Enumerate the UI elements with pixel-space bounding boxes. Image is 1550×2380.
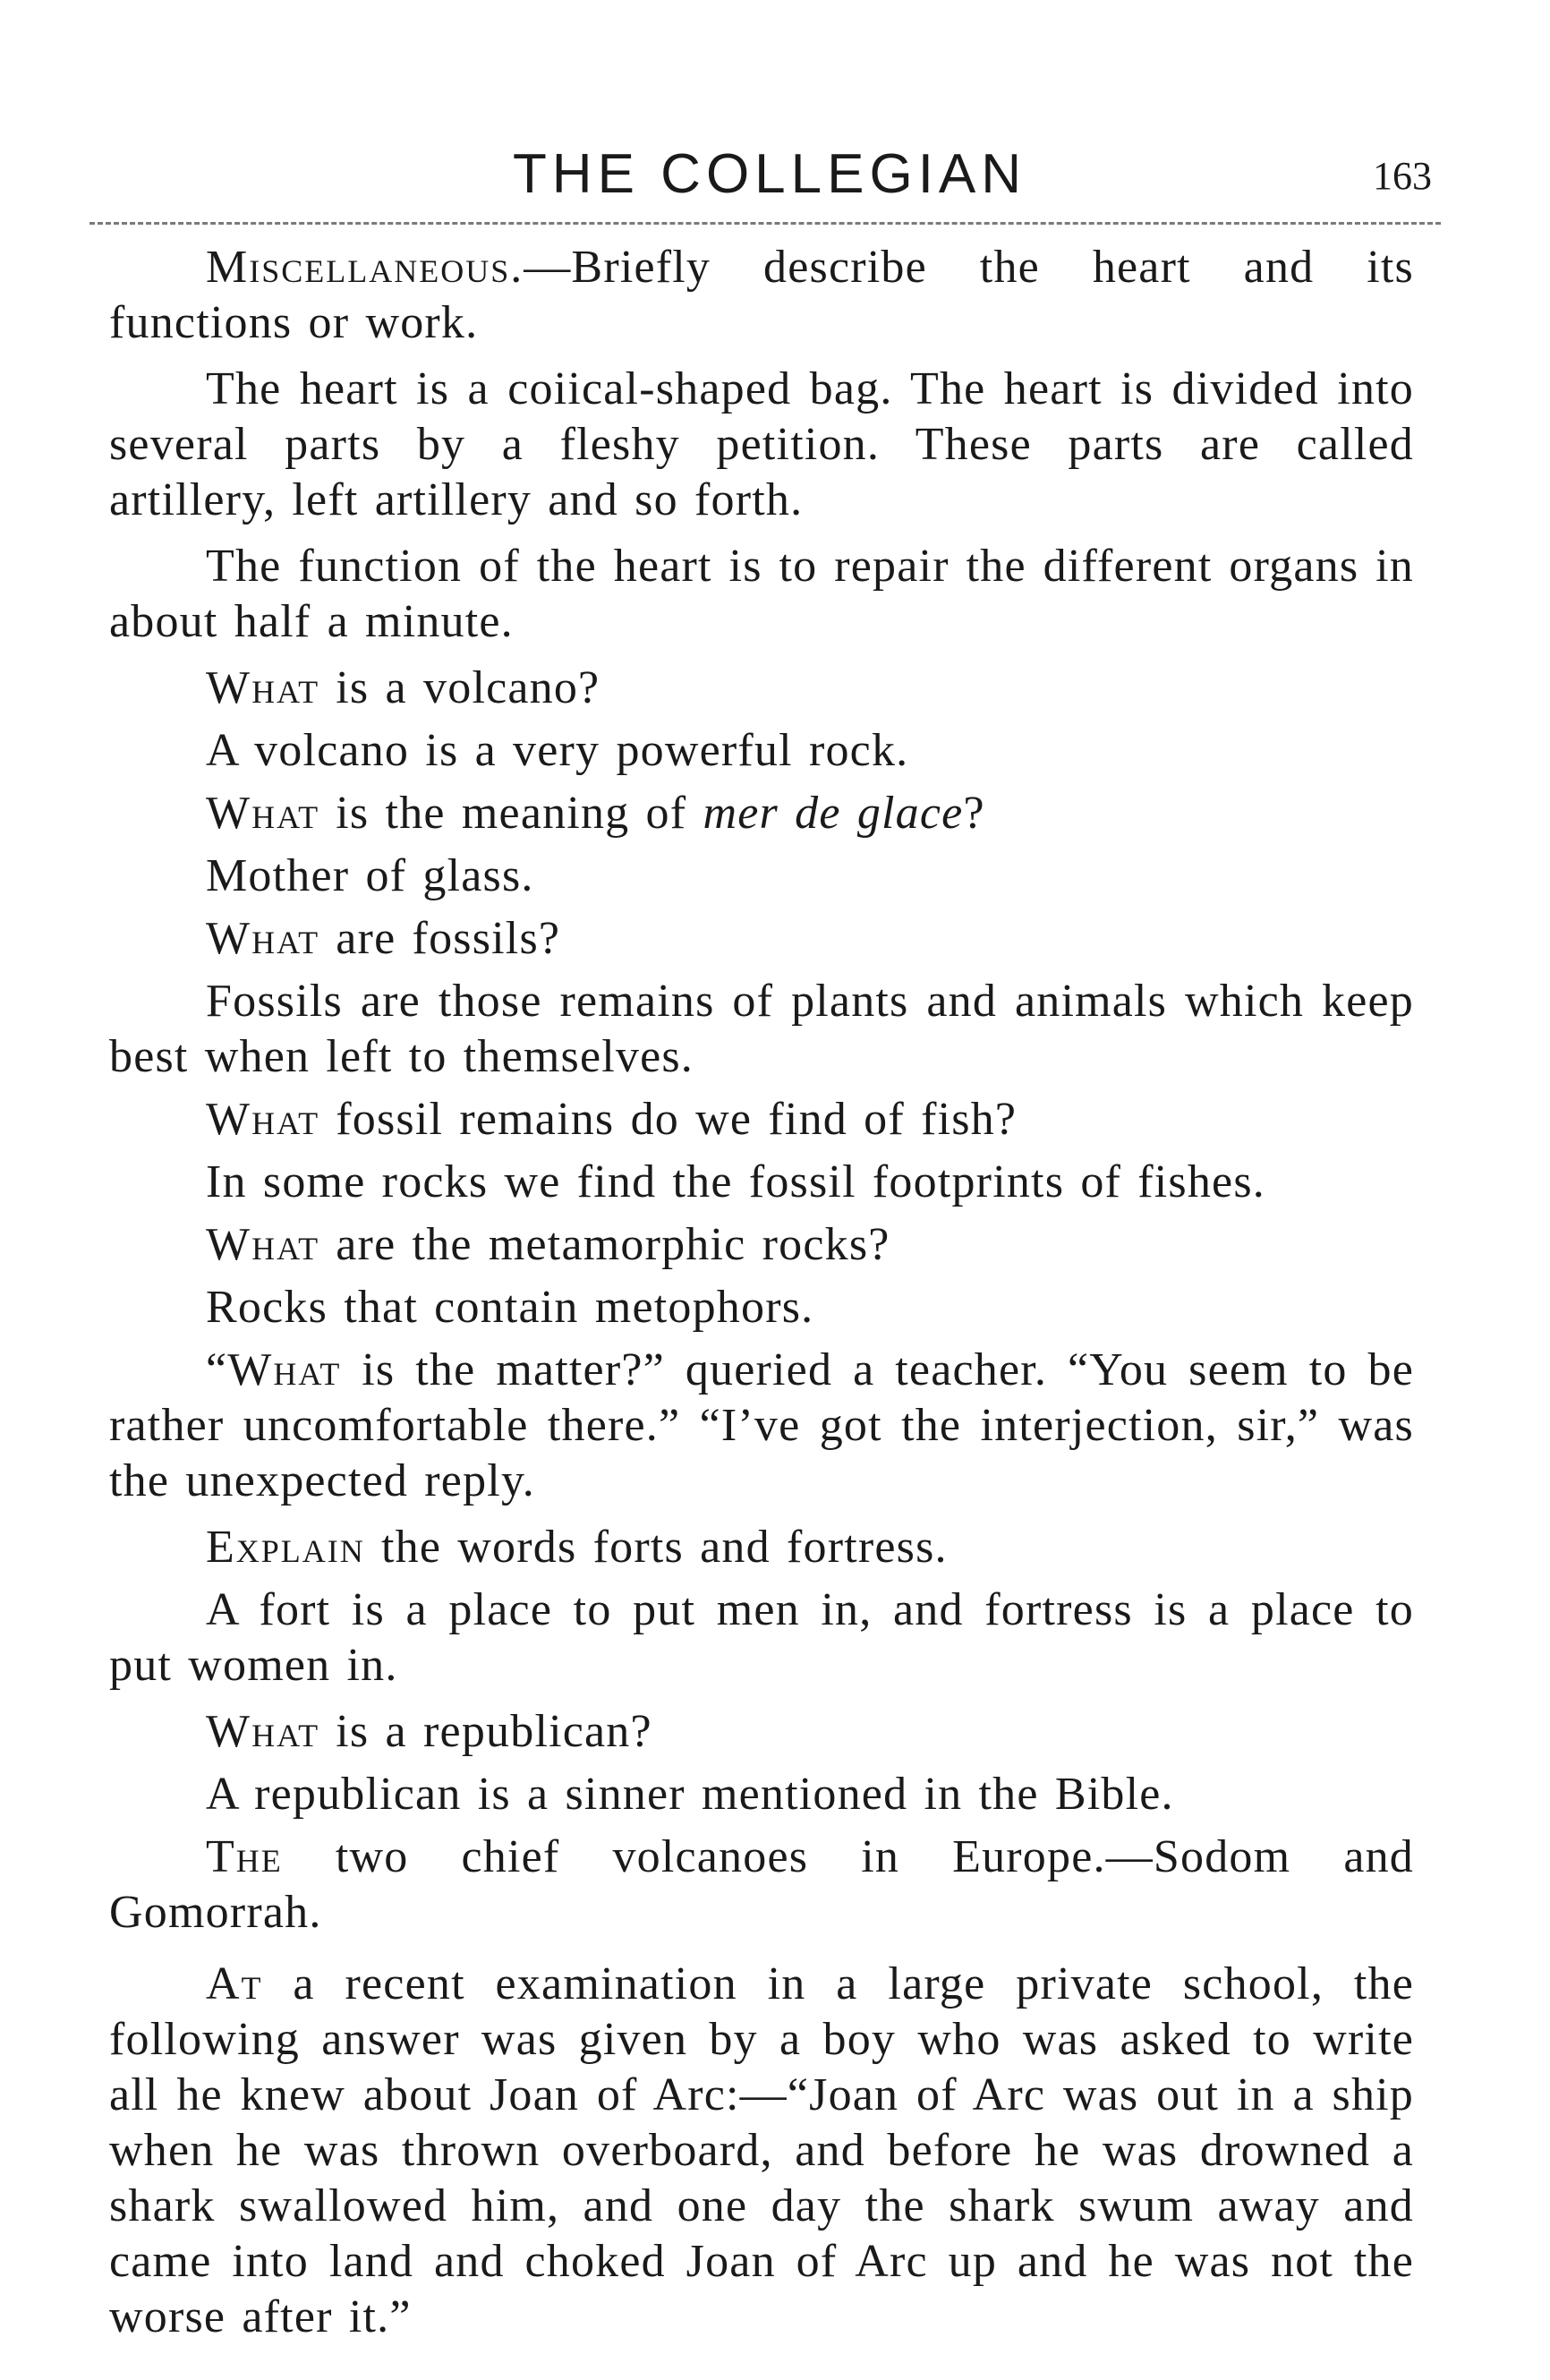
lead-word: What	[206, 662, 320, 713]
paragraph-text: The heart is a coiical-shaped bag. The heart is divided into several parts by a fleshy petition. These parts are called artillery, left artillery and so forth.	[109, 363, 1414, 525]
paragraph	[109, 723, 1414, 779]
paragraph-text: ?	[963, 788, 985, 839]
paragraph-text: is a volcano?	[319, 662, 600, 713]
paragraph	[109, 974, 1414, 1085]
italic-phrase: mer de glace	[703, 788, 964, 839]
lead-word: What	[206, 788, 320, 839]
paragraph-text: Rocks that contain metophors.	[206, 1282, 814, 1333]
paragraph-text: The function of the heart is to repair the different organs in about half a minute.	[109, 541, 1414, 647]
paragraph	[109, 1957, 1414, 2345]
lead-word: Explain	[206, 1522, 365, 1573]
lead-word: At	[206, 1958, 263, 2009]
paragraph-text: A fort is a place to put men in, and fortress is a place to put women in.	[109, 1584, 1414, 1691]
paragraph	[109, 362, 1414, 528]
paragraph	[109, 661, 1414, 716]
paragraph	[109, 849, 1414, 904]
header-rule	[89, 222, 1441, 225]
lead-word: What	[206, 1219, 320, 1270]
lead-word: Miscellaneous.	[206, 242, 524, 293]
paragraph-text: is the matter?” queried a teacher. “You seem to be rather uncomfortable there.” “I’ve got the interjection, sir,” was the unexpected reply.	[109, 1344, 1414, 1506]
paragraph	[109, 240, 1414, 351]
paragraph-text: —Briefly describe the heart and its functions or work.	[109, 242, 1414, 348]
paragraph	[109, 1582, 1414, 1693]
paragraph	[109, 911, 1414, 967]
paragraph	[109, 1155, 1414, 1210]
lead-word: What	[206, 913, 320, 964]
page-title: THE COLLEGIAN	[512, 143, 1027, 205]
paragraph-text: In some rocks we find the fossil footprints of fishes.	[206, 1156, 1265, 1207]
paragraph	[109, 1280, 1414, 1335]
paragraph	[109, 1767, 1414, 1822]
paragraph-text: is a republican?	[319, 1706, 652, 1757]
paragraph	[109, 1343, 1414, 1509]
article-body	[109, 240, 1414, 2356]
running-header	[107, 143, 1432, 206]
paragraph-text: two chief volcanoes in Europe.—Sodom and Gomorrah.	[109, 1831, 1414, 1938]
paragraph-text: is the meaning of	[319, 788, 703, 839]
paragraph	[109, 539, 1414, 650]
lead-word: The	[206, 1831, 283, 1882]
paragraph	[109, 786, 1414, 841]
paragraph-text: a recent examination in a large private school, the following answer was given by a boy who was asked to write all he knew about Joan of Arc:—“Joan of Arc was out in a ship when he was thrown overboard, and before he was drowned a shark swallowed him, and one day the shark swum away and came into land and choked Joan of Arc up and he was not the worse after it.”	[109, 1958, 1414, 2342]
paragraph	[109, 1704, 1414, 1760]
paragraph-text: Fossils are those remains of plants and animals which keep best when left to themselves.	[109, 976, 1414, 1082]
paragraph-text: A volcano is a very powerful rock.	[206, 725, 909, 776]
paragraph-text: are the metamorphic rocks?	[319, 1219, 890, 1270]
lead-word: What	[206, 1094, 320, 1145]
paragraph	[109, 1217, 1414, 1273]
lead-word: What	[227, 1344, 342, 1395]
paragraph	[109, 1520, 1414, 1575]
paragraph	[109, 1830, 1414, 1941]
lead-word: What	[206, 1706, 320, 1757]
paragraph-text: A republican is a sinner mentioned in the Bible.	[206, 1769, 1174, 1820]
paragraph-text: Mother of glass.	[206, 850, 534, 901]
open-quote: “	[206, 1344, 228, 1395]
paragraph-text: the words forts and fortress.	[364, 1522, 948, 1573]
paragraph-text: are fossils?	[319, 913, 561, 964]
paragraph-text: fossil remains do we find of fish?	[319, 1094, 1018, 1145]
paragraph	[109, 1092, 1414, 1147]
page-number: 163	[1373, 154, 1432, 198]
